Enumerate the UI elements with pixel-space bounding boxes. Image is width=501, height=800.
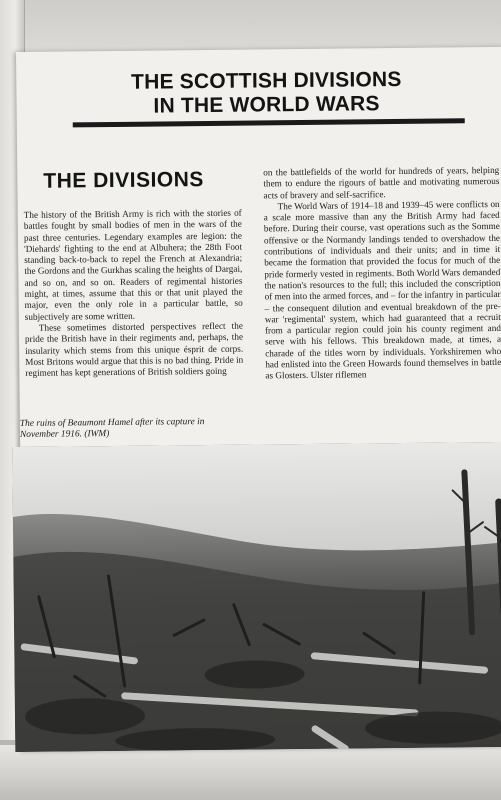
right-paragraph-2: The World Wars of 1914–18 and 1939–45 were conflicts on a scale more massive than any the British Army had faced before. During their course, vast operations such as the Somme offensive or the Normandy landings tended to overshadow the contributions of individuals and their units; and in time it became the formation that provided the focus for much of the pride formerly vested in regiments. Both World Wars demanded the nation's resources to the full; this included the conscription of men into the armed forces, and – for the infantry in particular – the consequent dilution and eventual breakdown of the pre-war 'regimental' system, which had guaranteed that a recruit from a particular region could join his county regiment and serve with his fellows. This breakdown made, at times, a charade of the titles worn by individuals. Yorkshiremen who had enlisted into the Green Howards found themselves in battle as Glosters. Ulster riflemen xyxy=(263,198,501,381)
header-rule xyxy=(73,118,465,127)
left-paragraph-1: The history of the British Army is rich with the stories of battles fought by small bodies of men in the wars of the past three centuries. Legendary examples are legion: the 'Diehards' fighting to the end at Albuhera; the 28th Foot standing back-to-back to repel the French at Alexandria; the Gordons and the Gurkhas scaling the heights of Dargai, and so on, and so on. Readers of regimental histories might, at times, assume that this or that unit played the major, even the only role in a particular battle, so subjectively are some written. xyxy=(23,207,243,322)
page-header xyxy=(56,67,476,119)
battlefield-photo xyxy=(12,442,501,752)
left-paragraph-2: These sometimes distorted perspectives reflect the pride the British have in their regiments and, perhaps, the insularity which stems from this unique ésprit de corps. Most Britons would argue that this is no bad thing. Pride in regiment has kept generations of British soldiers going xyxy=(24,320,244,379)
battlefield-photo-illustration xyxy=(12,442,501,752)
photo-caption: The ruins of Beaumont Hamel after its capture in November 1916. (IWM) xyxy=(19,417,205,440)
section-title: THE DIVISIONS xyxy=(43,168,204,193)
header-line-1: THE SCOTTISH DIVISIONS xyxy=(130,67,402,94)
left-column xyxy=(24,208,244,380)
background-bottom xyxy=(0,745,501,800)
book-page xyxy=(16,47,501,752)
right-column xyxy=(263,165,501,382)
right-paragraph-1: on the battlefields of the world for hundreds of years, helping them to endure the rigours of battle and motivating numerous acts of bravery and self-sacrifice. xyxy=(263,164,500,201)
header-line-2: IN THE WORLD WARS xyxy=(153,92,380,118)
